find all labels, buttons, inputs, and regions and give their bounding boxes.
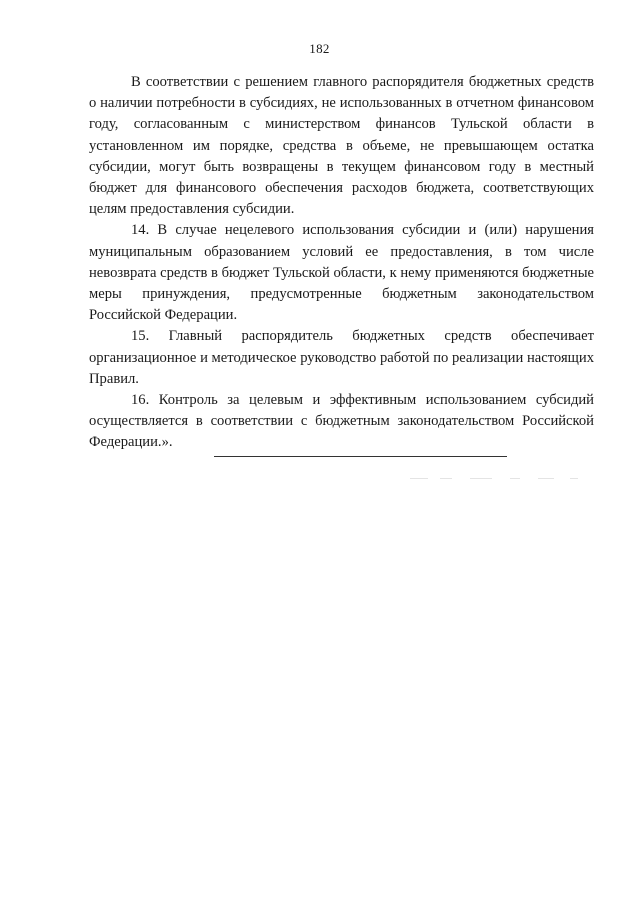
document-body [89,72,594,454]
paragraph-15-methodical-guidance: 15. Главный распорядитель бюджетных средств обеспечивает организационное и методическое руководство работой по реализации настоящих Правил. [89,328,594,387]
page-number: 182 [309,41,330,56]
end-separator-line [214,456,507,457]
paragraph-14-misuse-measures: 14. В случае нецелевого использования субсидии и (или) нарушения муниципальным образованием условий ее предоставления, в том числе невозврата средств в бюджет Тульской области, к нему применяются бюджетные меры принуждения, предусмотренные бюджетным законодательством Российской Федерации. [89,222,594,324]
scan-artifact [410,478,590,482]
paragraph-subsidy-return: В соответствии с решением главного распорядителя бюджетных средств о наличии потребности в субсидиях, не использованных в отчетном финансовом году, согласованным с министерством финансов Тульской области в установленном им порядке, средства в объеме, не превышающем остатка субсидии, могут быть возвращены в текущем финансовом году в местный бюджет для финансового обеспечения расходов бюджета, соответствующих целям предоставления субсидии. [89,74,594,218]
paragraph-16-control: 16. Контроль за целевым и эффективным использованием субсидий осуществляется в соответствии с бюджетным законодательством Российской Федерации.». [89,392,594,451]
